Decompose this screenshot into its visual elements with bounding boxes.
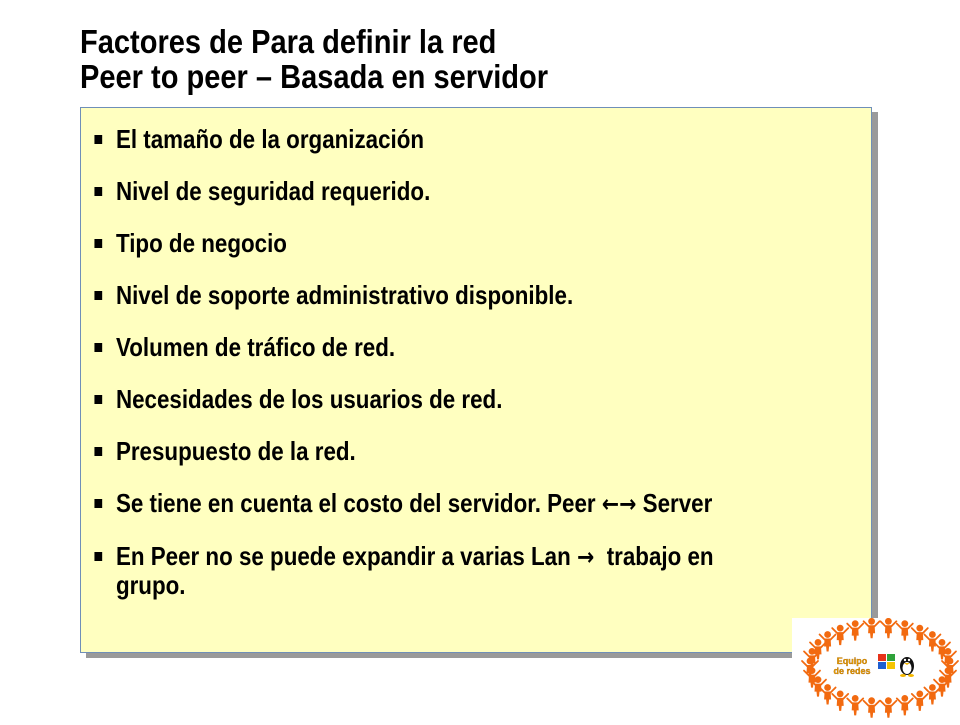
- person-figure-icon: [924, 631, 940, 651]
- square-bullet-icon: [94, 135, 102, 144]
- person-figure-icon: [897, 695, 913, 715]
- bullet-text: Nivel de soporte administrativo disponible.: [115, 280, 574, 310]
- bullet-item: [91, 542, 779, 599]
- content-box: [80, 107, 872, 653]
- slide-title: [80, 24, 802, 94]
- team-logo: [792, 618, 960, 720]
- bullet-item: [91, 177, 831, 205]
- bullet-item: [91, 229, 831, 257]
- bullet-item: [91, 125, 831, 153]
- bullet-list: [91, 125, 951, 623]
- bullet-text: Presupuesto de la red.: [115, 436, 356, 466]
- bullet-text-part: Se tiene en cuenta el costo del servidor. Peer: [115, 488, 602, 518]
- square-bullet-icon: [94, 447, 102, 456]
- bullet-text: [116, 488, 712, 518]
- logo-text-line-1: Equipo: [836, 656, 868, 666]
- bullet-item: [91, 489, 831, 518]
- bullet-item: [91, 333, 831, 361]
- bullet-text: [116, 541, 720, 600]
- windows-flag-icon: [878, 654, 895, 669]
- bullet-text: Necesidades de los usuarios de red.: [115, 384, 503, 414]
- double-arrow-icon: ←→: [601, 490, 637, 518]
- penguin-icon: [900, 657, 914, 677]
- bullet-text: Tipo de negocio: [115, 228, 287, 258]
- square-bullet-icon: [94, 239, 102, 248]
- slide-title-line-2: Peer to peer – Basada en servidor: [80, 58, 549, 95]
- square-bullet-icon: [94, 395, 102, 404]
- bullet-item: [91, 437, 831, 465]
- square-bullet-icon: [94, 343, 102, 352]
- person-figure-icon: [880, 697, 896, 717]
- bullet-item: [91, 385, 831, 413]
- person-figure-icon: [864, 618, 880, 638]
- bullet-text: El tamaño de la organización: [115, 124, 425, 154]
- slide-title-line-1: Factores de Para definir la red: [80, 23, 497, 60]
- square-bullet-icon: [94, 187, 102, 196]
- person-figure-icon: [864, 697, 880, 717]
- square-bullet-icon: [94, 499, 102, 508]
- team-logo-graphic: [792, 618, 960, 720]
- person-figure-icon: [897, 620, 913, 640]
- person-figure-icon: [832, 691, 848, 711]
- person-figure-icon: [847, 620, 863, 640]
- bullet-text: Nivel de seguridad requerido.: [115, 176, 431, 206]
- person-figure-icon: [847, 695, 863, 715]
- bullet-text: Volumen de tráfico de red.: [115, 332, 396, 362]
- right-arrow-icon: →: [576, 543, 595, 571]
- person-figure-icon: [880, 618, 896, 638]
- person-figure-icon: [820, 631, 836, 651]
- logo-text-line-2: de redes: [833, 666, 871, 676]
- person-figure-icon: [912, 691, 928, 711]
- square-bullet-icon: [94, 552, 102, 561]
- bullet-text-part: Server: [636, 488, 713, 518]
- bullet-text-part: En Peer no se puede expandir a varias Lan: [115, 541, 577, 571]
- bullet-item: [91, 281, 831, 309]
- square-bullet-icon: [94, 291, 102, 300]
- bullet-text-part: trabajo en grupo.: [115, 541, 720, 600]
